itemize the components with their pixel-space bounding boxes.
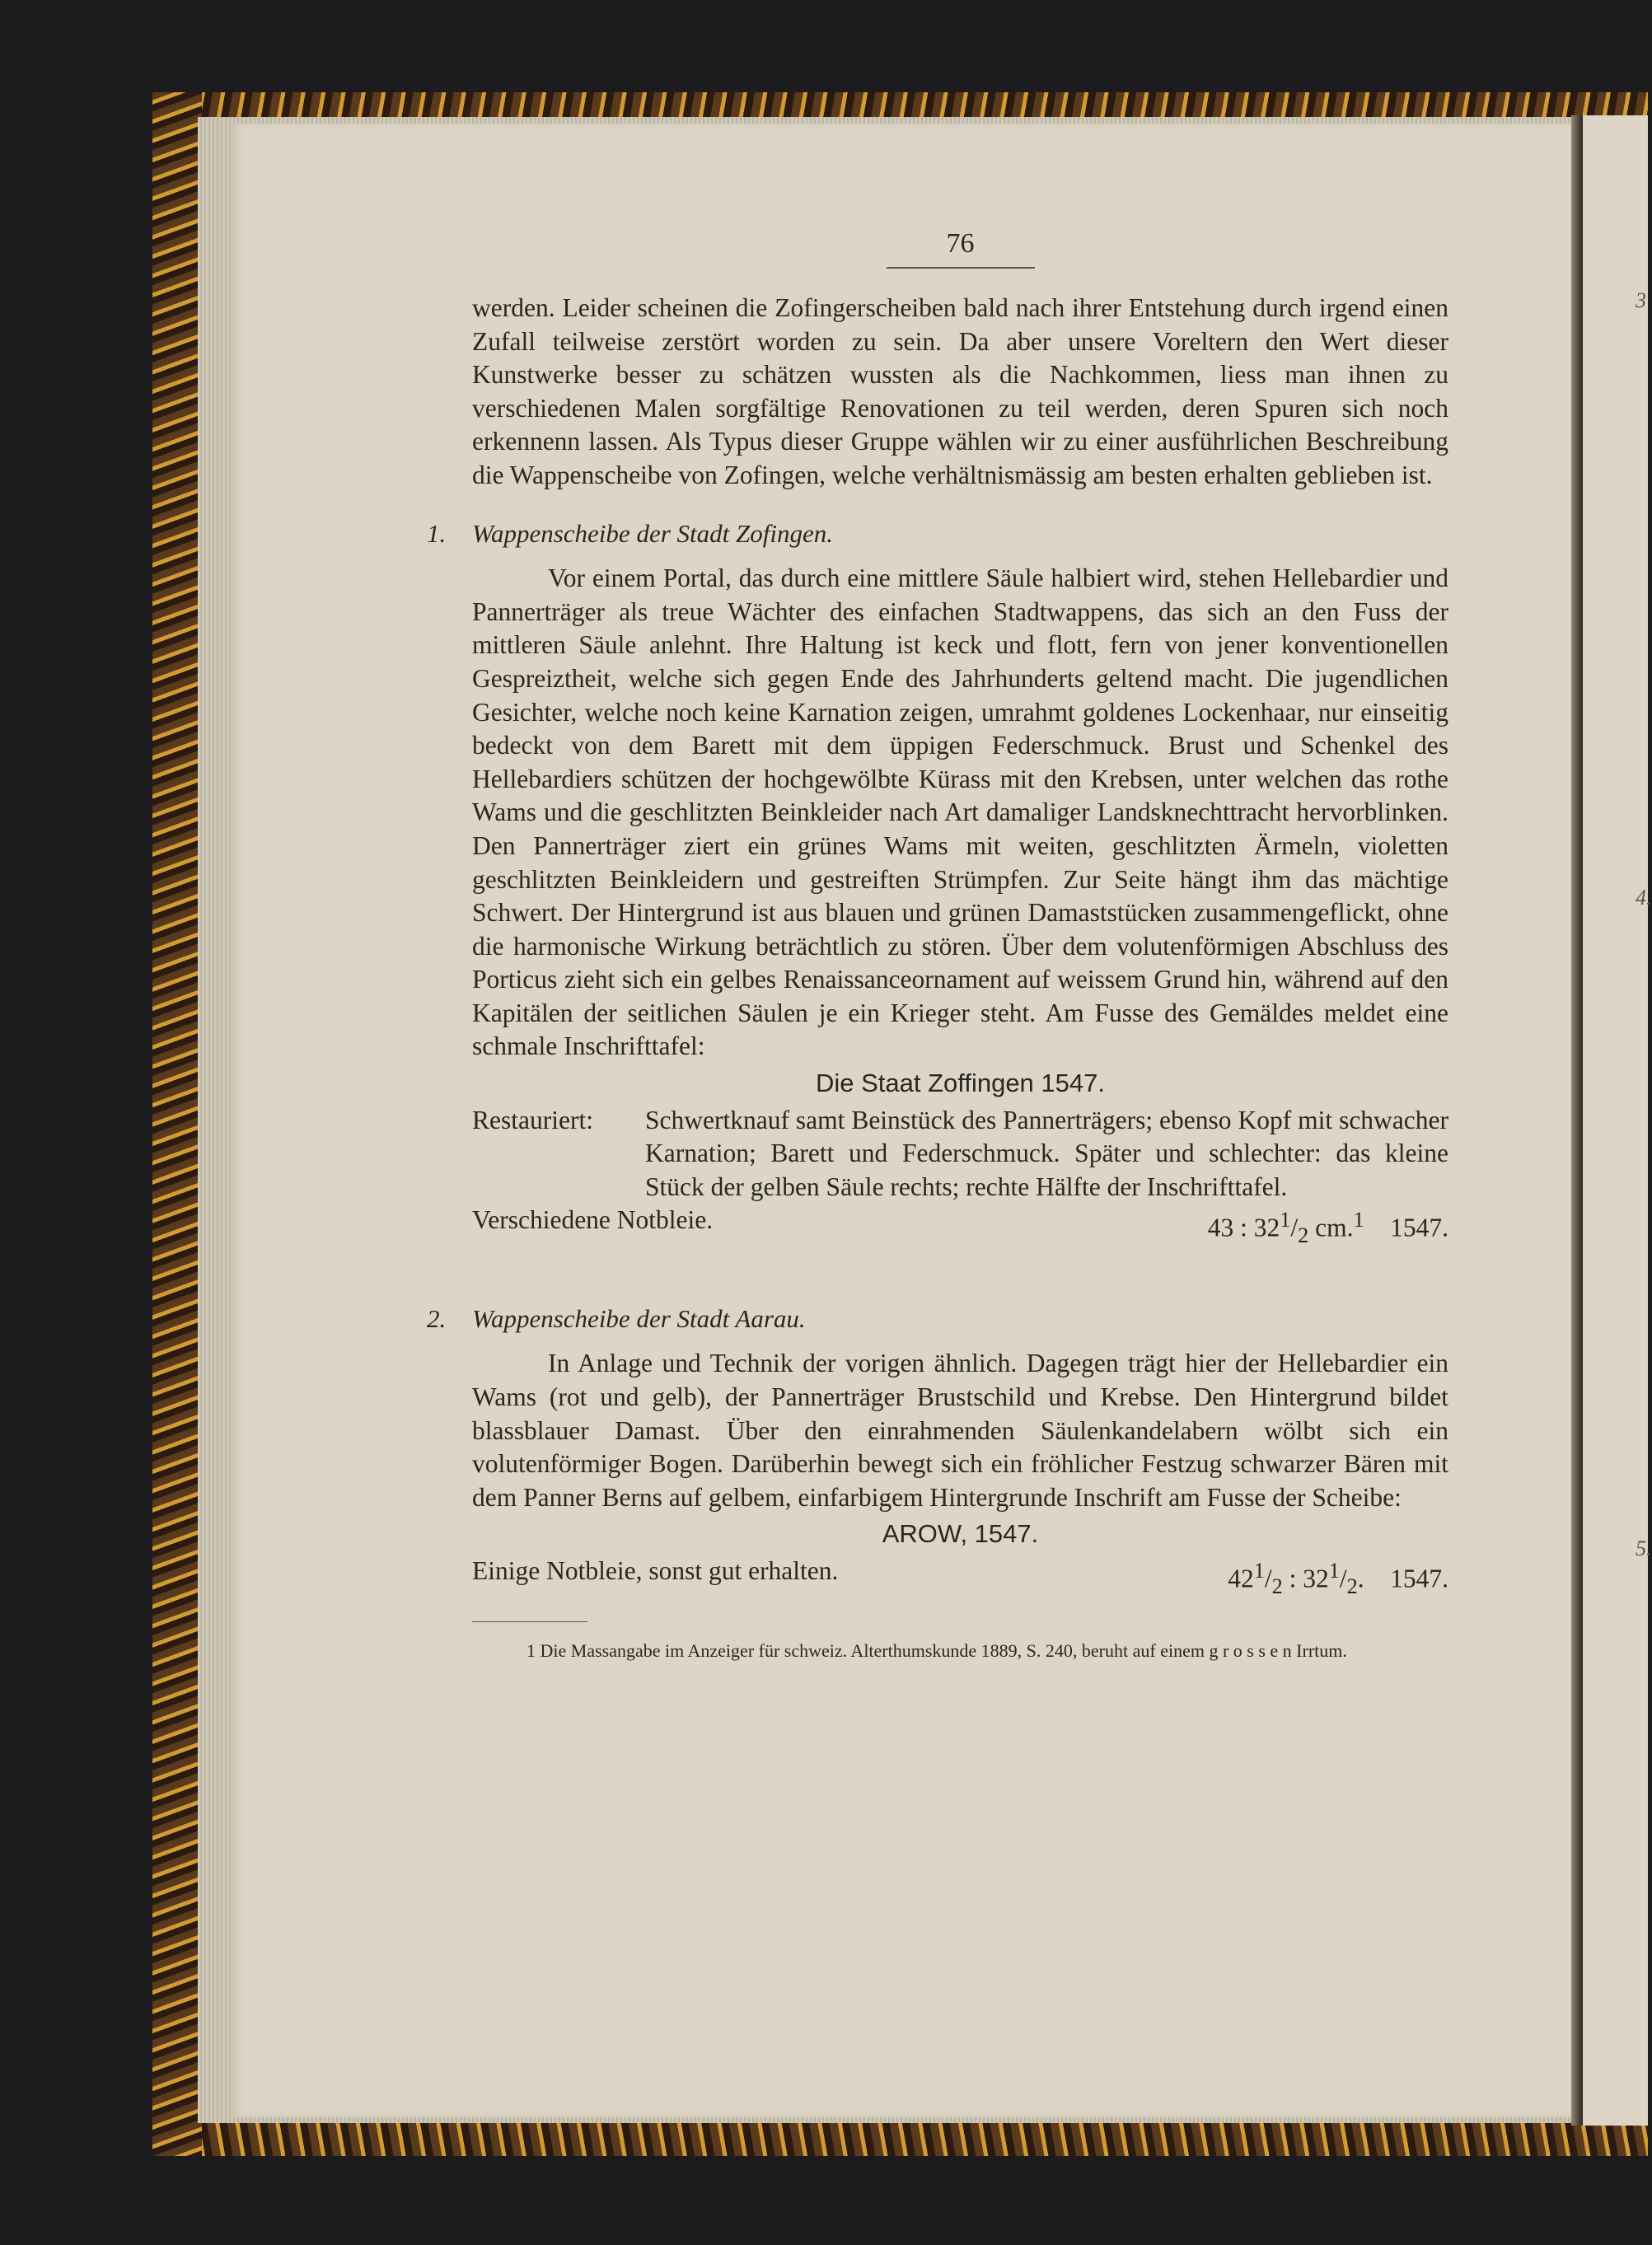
footnote-ref: 1: [1353, 1208, 1364, 1232]
section-2-notes: Einige Notbleie, sonst gut erhalten.: [472, 1555, 839, 1585]
right-margin-mark: 5.: [1636, 1536, 1652, 1560]
footnote: 1 Die Massangabe im Anzeiger für schweiz. Alterthumskunde 1889, S. 240, beruht auf einem g r o s s e n Irrtum.: [526, 1640, 1347, 1662]
section-1-notes-row: [472, 1204, 1448, 1252]
section-1-measure: 43 : $32^1/_2$ cm.$^1$ 1547.: [1207, 1208, 1448, 1248]
cover-edge-bottom: [152, 2121, 1648, 2156]
section-1-number: 1.: [427, 518, 447, 548]
section-2-year: 1547.: [1390, 1564, 1448, 1593]
section-1-inscription: Die Staat Zoffingen 1547.: [815, 1069, 1105, 1098]
section-1-title: [427, 517, 1448, 551]
section-2-notes-row: [472, 1555, 1448, 1603]
section-1-restored: [472, 1104, 1448, 1204]
section-2-title: [427, 1303, 1448, 1336]
section-1-notes: Verschiedene Notbleie.: [472, 1205, 714, 1235]
right-margin-mark: 3: [1636, 288, 1646, 312]
page-number: 76: [946, 228, 975, 259]
right-margin-mark: 4.: [1636, 886, 1652, 910]
section-2-title-text: Wappenscheibe der Stadt Aarau.: [472, 1303, 806, 1333]
restored-label: Restauriert:: [472, 1105, 593, 1134]
footnote-rule: [472, 1621, 587, 1622]
section-2-paragraph: In Anlage und Technik der vorigen ähnlich. Dagegen trägt hier der Hellebardier ein Wams (rot und gelb), der Pannerträger Brustschild und Krebse. Den Hintergrund bildet blassblauer Damast. Über den einrahmenden Säulenkandelabern wölbt sich ein volutenförmiger Bogen. Darüberhin bewegt sich ein fröhlicher Festzug schwarzer Bären mit dem Panner Berns auf gelbem, einfarbigem Hintergrunde Inschrift am Fusse der Scheibe:: [472, 1349, 1448, 1512]
right-page: [1583, 115, 1648, 2126]
section-2-measure: $42^1/_2$ : $32^1/_2$. 1547.: [1228, 1558, 1448, 1598]
section-2-number: 2.: [427, 1303, 447, 1333]
section-1-paragraph: Vor einem Portal, das durch eine mittlere Säule halbiert wird, stehen Hellebardier und Pannerträger als treue Wächter des einfachen Stadtwappens, das sich an den Fuss der mittleren Säule anlehnt. Ihre Haltung ist keck und flott, fern von jener konventionellen Gespreiztheit, welche sich gegen Ende des Jahrhunderts geltend macht. Die jugendlichen Gesichter, welche noch keine Karnation zeigen, umrahmt goldenes Lockenhaar, nur einseitig bedeckt von dem Barett mit dem üppigen Federschmuck. Brust und Schenkel des Hellebardiers schützen der hochgewölbte Kürass mit den Krebsen, unter welchen das rothe Wams und die geschlitzten Beinkleider nach Art damaliger Landsknechttracht hervorblinken. Den Pannerträger ziert ein grünes Wams mit weiten, geschlitzten Ärmeln, violetten geschlitzten Beinkleidern und gestreiften Strümpfen. Zur Seite hängt ihm das mächtige Schwert. Der Hintergrund ist aus blauen und grünen Damaststücken zusammengeflickt, ohne die harmonische Wirkung beträchtlich zu stören. Über dem volutenförmigen Abschluss des Porticus zieht sich ein gelbes Renaissanceornament auf weissem Grund hin, während auf den Kapitälen der seitlichen Säulen je ein Krieger steht. Am Fusse des Gemäldes meldet eine schmale Inschrifttafel:: [472, 564, 1448, 1061]
book-gutter: [1571, 115, 1583, 2126]
header-rule: [887, 267, 1035, 269]
cover-edge-left: [152, 92, 202, 2156]
section-1-title-text: Wappenscheibe der Stadt Zofingen.: [472, 518, 833, 548]
page-text: [427, 214, 1448, 1680]
section-1-year: 1547.: [1390, 1213, 1448, 1242]
section-2-inscription: AROW, 1547.: [882, 1519, 1039, 1549]
restored-text: Schwertknauf samt Beinstück des Pannerträgers; ebenso Kopf mit schwacher Karnation; Barett und Federschmuck. Später und schlechter: das kleine Stück der gelben Säule rechts; rechte Hälfte der Inschrifttafel.: [645, 1105, 1448, 1201]
intro-paragraph: werden. Leider scheinen die Zofingerscheiben bald nach ihrer Entstehung durch irgend einen Zufall teilweise zerstört worden zu sein. Da aber unsere Voreltern den Wert dieser Kunstwerke besser zu schätzen wussten als die Nachkommen, liess man ihnen zu verschiedenen Malen sorgfältige Renovationen zu teil werden, deren Spuren sich noch erkennenn lassen. Als Typus dieser Gruppe wählen wir zu einer ausführlichen Beschreibung die Wappenscheibe von Zofingen, welche verhältnismässig am besten erhalten geblieben ist.: [472, 293, 1448, 489]
